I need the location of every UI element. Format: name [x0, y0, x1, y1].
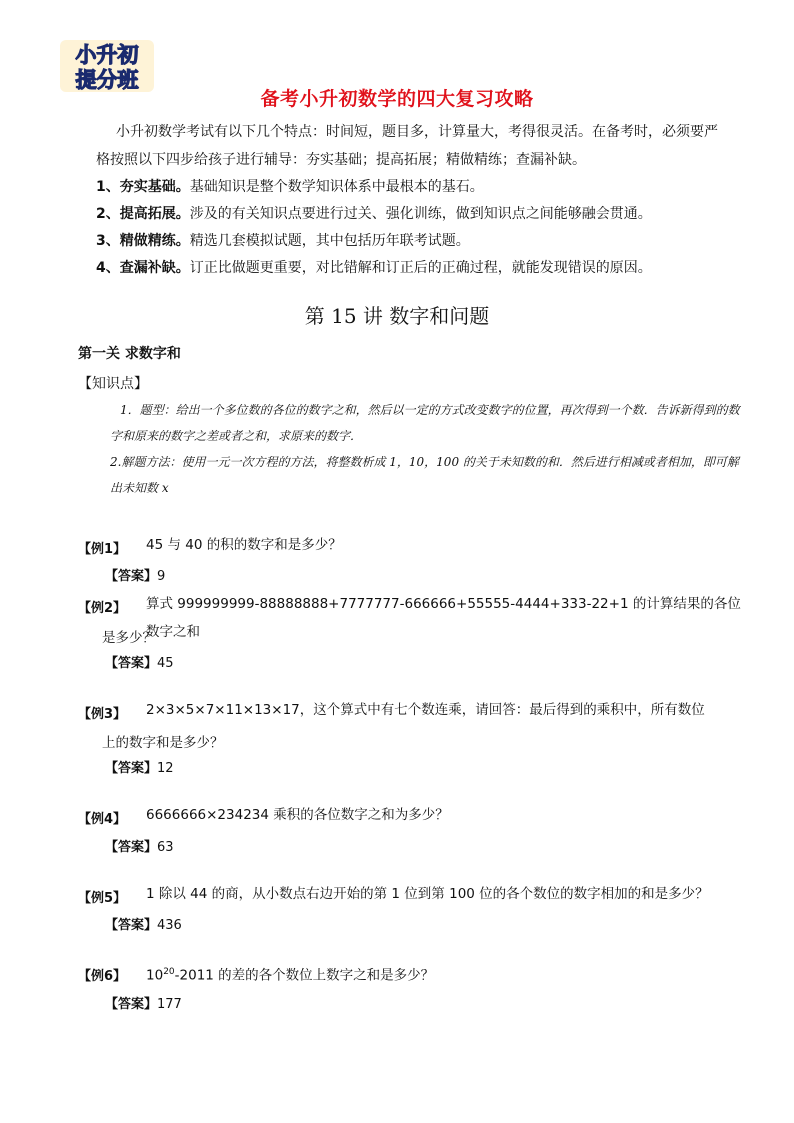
- answer-value: 12: [157, 761, 174, 776]
- step-body: 精选几套模拟试题，其中包括历年联考试题。: [189, 233, 470, 249]
- example-answer: [105, 565, 165, 584]
- step-heading: 提高拓展。: [119, 206, 190, 222]
- section-heading: 第一关 求数字和: [78, 346, 181, 362]
- step-body: 订正比做题更重要，对比错解和订正后的正确过程，就能发现错误的原因。: [189, 260, 652, 276]
- step-body: 基础知识是整个数学知识体系中最根本的基石。: [189, 179, 484, 195]
- answer-label: 【答案】: [105, 840, 158, 855]
- power-base: 10: [146, 967, 164, 984]
- example-question: 2×3×5×7×11×13×17，这个算式中有七个数连乘，请回答：最后得到的乘积中，所有数位: [146, 702, 705, 718]
- answer-value: 45: [157, 656, 174, 671]
- knowledge-heading: 【知识点】: [78, 376, 148, 392]
- step-2: [96, 203, 652, 223]
- example-answer: [105, 652, 174, 671]
- step-number: 1、: [96, 179, 120, 195]
- example-label: 【例3】: [78, 707, 127, 722]
- example-label: 【例6】: [78, 969, 127, 984]
- example-answer: [105, 914, 182, 933]
- step-number: 3、: [96, 233, 120, 249]
- logo-line2: 提分班: [75, 68, 139, 92]
- step-heading: 查漏补缺。: [119, 260, 190, 276]
- example-question: 1 除以 44 的商，从小数点右边开始的第 1 位到第 100 位的各个数位的数字相加的和是多少？: [146, 886, 709, 902]
- answer-value: 63: [157, 840, 174, 855]
- step-heading: 夯实基础。: [119, 179, 190, 195]
- example-question: 算式 999999999-88888888+7777777-666666+55555-4444+333-22+1 的计算结果的各位数字之和: [146, 596, 741, 640]
- answer-label: 【答案】: [105, 761, 158, 776]
- example-label: 【例4】: [78, 812, 127, 827]
- example-question: 6666666×234234 乘积的各位数字之和为多少？: [146, 807, 449, 823]
- page-title: 备考小升初数学的四大复习攻略: [260, 88, 534, 110]
- example-label: 【例2】: [78, 601, 127, 616]
- lecture-title: 第 15 讲 数字和问题: [304, 304, 490, 328]
- step-body: 涉及的有关知识点要进行过关、强化训练，做到知识点之间能够融会贯通。: [189, 206, 652, 222]
- step-3: [96, 230, 470, 250]
- question-rest: -2011 的差的各个数位上数字之和是多少？: [174, 967, 435, 984]
- example-question-continued: 是多少？: [102, 630, 156, 646]
- step-heading: 精做精练。: [119, 233, 190, 249]
- answer-value: 177: [157, 997, 182, 1012]
- answer-value: 9: [157, 569, 166, 584]
- answer-label: 【答案】: [105, 569, 158, 584]
- example-question: [146, 958, 746, 990]
- power-exponent: 20: [163, 967, 175, 977]
- step-1: [96, 176, 484, 196]
- step-4: [96, 257, 652, 277]
- example-answer: [105, 836, 174, 855]
- example-answer: [105, 993, 182, 1012]
- example-label: 【例5】: [78, 891, 127, 906]
- example-label: 【例1】: [78, 542, 127, 557]
- example-answer: [105, 757, 174, 776]
- step-number: 2、: [96, 206, 120, 222]
- example-question: 45 与 40 的积的数字和是多少？: [146, 537, 342, 553]
- intro-paragraph: 小升初数学考试有以下几个特点：时间短，题目多，计算量大，考得很灵活。在备考时，必须要严格按照以下四步给孩子进行辅导：夯实基础；提高拓展；精做精练；查漏补缺。: [96, 124, 718, 168]
- answer-label: 【答案】: [105, 997, 158, 1012]
- step-number: 4、: [96, 260, 120, 276]
- logo-line1: 小升初: [75, 43, 139, 67]
- knowledge-point-1: 1．题型：给出一个多位数的各位的数字之和，然后以一定的方式改变数字的位置，再次得到一个数．告诉新得到的数字和原来的数字之差或者之和，求原来的数字．: [110, 403, 740, 443]
- answer-value: 436: [157, 918, 182, 933]
- answer-label: 【答案】: [105, 656, 158, 671]
- answer-label: 【答案】: [105, 918, 158, 933]
- knowledge-point-2: 2.解题方法：使用一元一次方程的方法，将整数析成 1，10，100 的关于未知数的和．然后进行相减或者相加，即可解出未知数 x: [110, 455, 739, 495]
- example-question-continued: 上的数字和是多少？: [102, 735, 224, 751]
